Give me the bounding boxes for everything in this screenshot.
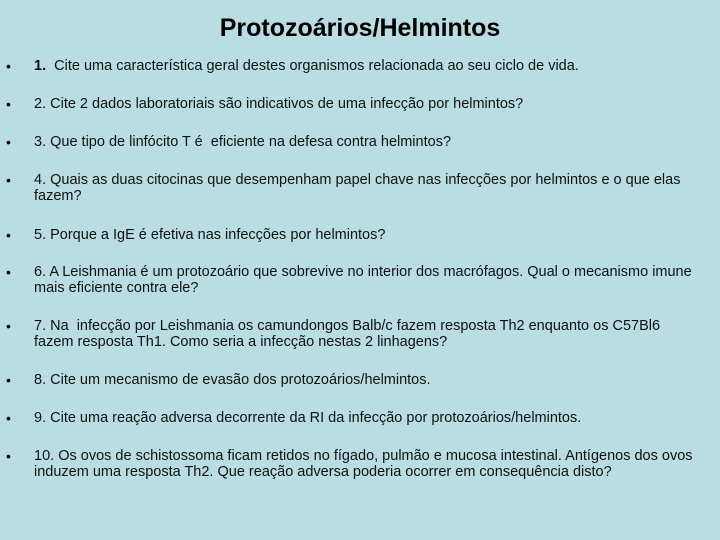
- question-body: Cite 2 dados laboratoriais são indicativos de uma infecção por helmintos?: [46, 96, 524, 112]
- question-text-4: [34, 172, 698, 204]
- question-body: Porque a IgE é efetiva nas infecções por helmintos?: [46, 227, 386, 243]
- bullet-icon: •: [6, 227, 11, 243]
- bullet-icon: •: [6, 410, 11, 426]
- bullet-icon: •: [6, 318, 11, 334]
- question-body: A Leishmania é um protozoário que sobrevive no interior dos macrófagos. Qual o mecanismo imune mais eficiente contra ele?: [34, 264, 696, 296]
- bullet-icon: •: [6, 264, 11, 280]
- question-number: 4.: [34, 172, 47, 188]
- bullet-icon: •: [6, 372, 11, 388]
- question-text-7: [34, 318, 698, 350]
- question-number: 8.: [34, 372, 47, 388]
- bullet-icon: •: [6, 448, 11, 464]
- question-text-9: [34, 410, 698, 426]
- question-number: 6.: [34, 264, 47, 280]
- question-text-1: [34, 58, 698, 74]
- question-body: Cite uma reação adversa decorrente da RI da infecção por protozoários/helmintos.: [46, 410, 582, 426]
- question-body: Na infecção por Leishmania os camundongos Balb/c fazem resposta Th2 enquanto os C57Bl6 fazem resposta Th1. Como seria a infecção nestas 2 linhagens?: [34, 318, 665, 350]
- question-text-3: [34, 134, 698, 150]
- question-number: 7.: [34, 318, 47, 334]
- question-text-8: [34, 372, 698, 388]
- bullet-icon: •: [6, 172, 11, 188]
- slide-title: Protozoários/Helmintos: [219, 14, 501, 42]
- question-text-10: [34, 448, 698, 480]
- question-text-6: [34, 264, 698, 296]
- question-number: 9.: [34, 410, 47, 426]
- question-text-5: [34, 227, 698, 243]
- question-body: Cite uma característica geral destes organismos relacionada ao seu ciclo de vida.: [46, 58, 579, 74]
- question-number: 2.: [34, 96, 47, 112]
- bullet-icon: •: [6, 58, 11, 74]
- question-text-2: [34, 96, 698, 112]
- question-body: Os ovos de schistossoma ficam retidos no fígado, pulmão e mucosa intestinal. Antígenos dos ovos induzem uma resposta Th2. Que reação adversa poderia ocorrer em consequência disto?: [34, 448, 697, 480]
- question-number: 3.: [34, 134, 47, 150]
- question-number: 10.: [34, 448, 55, 464]
- question-number: 5.: [34, 227, 47, 243]
- bullet-icon: •: [6, 96, 11, 112]
- question-body: Quais as duas citocinas que desempenham papel chave nas infecções por helmintos e o que elas fazem?: [34, 172, 685, 204]
- question-body: Cite um mecanismo de evasão dos protozoários/helmintos.: [46, 372, 431, 388]
- question-body: Que tipo de linfócito T é eficiente na defesa contra helmintos?: [46, 134, 452, 150]
- bullet-icon: •: [6, 134, 11, 150]
- question-number: 1.: [34, 58, 47, 74]
